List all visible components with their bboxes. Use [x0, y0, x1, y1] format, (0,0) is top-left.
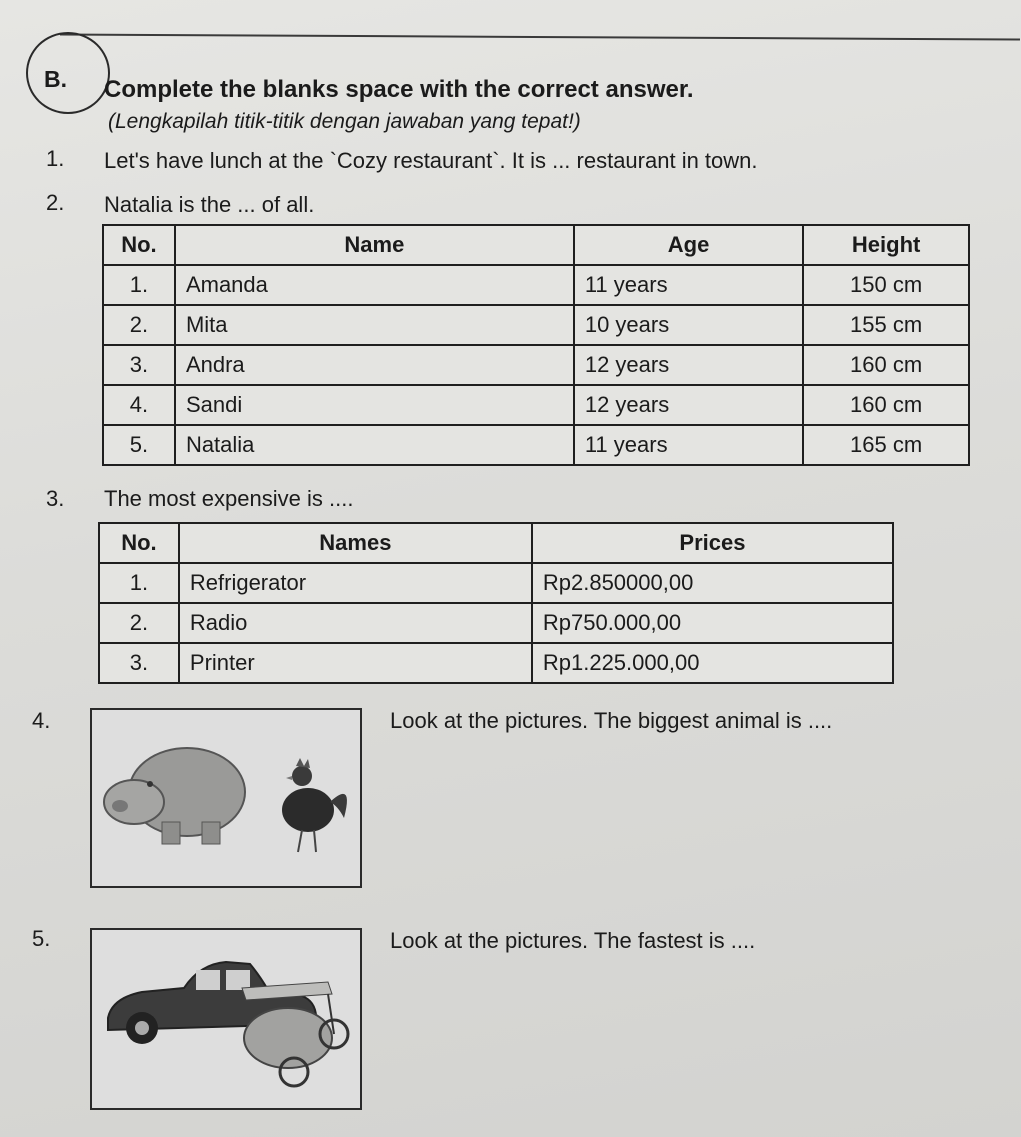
cell-item: Radio	[179, 603, 532, 643]
cell-no: 4.	[103, 385, 175, 425]
cell-item: Refrigerator	[179, 563, 532, 603]
header-no: No.	[103, 225, 175, 265]
question-4-number: 4.	[32, 708, 51, 733]
section-subtitle: (Lengkapilah titik-titik dengan jawaban yang tepat!)	[108, 110, 581, 133]
cell-age: 11 years	[574, 265, 803, 305]
cell-age: 11 years	[574, 425, 803, 465]
question-1-text: Let's have lunch at the `Cozy restaurant`. It is ... restaurant in town.	[104, 148, 758, 173]
table-row	[99, 603, 893, 643]
cell-no: 1.	[103, 265, 175, 305]
cell-age: 12 years	[574, 345, 803, 385]
cell-height: 150 cm	[803, 265, 969, 305]
header-age: Age	[574, 225, 803, 265]
table-row	[103, 305, 969, 345]
cell-height: 160 cm	[803, 345, 969, 385]
section-title: Complete the blanks space with the correct answer.	[104, 76, 694, 103]
student-table	[102, 224, 970, 466]
question-3-text: The most expensive is ....	[104, 486, 354, 511]
cell-height: 165 cm	[803, 425, 969, 465]
cell-no: 3.	[103, 345, 175, 385]
vehicles-picture-box	[90, 928, 362, 1110]
cell-price: Rp750.000,00	[532, 603, 893, 643]
header-names: Names	[179, 523, 532, 563]
table-row	[103, 425, 969, 465]
hand-drawn-circle	[26, 32, 110, 114]
question-5-text: Look at the pictures. The fastest is ....	[390, 928, 756, 953]
cell-name: Amanda	[175, 265, 574, 305]
table-row	[103, 385, 969, 425]
cell-height: 155 cm	[803, 305, 969, 345]
section-label: B.	[44, 66, 67, 92]
cell-no: 3.	[99, 643, 179, 683]
top-rule	[60, 33, 1020, 40]
question-1-number: 1.	[46, 146, 65, 171]
question-2-text: Natalia is the ... of all.	[104, 192, 315, 217]
cell-no: 2.	[103, 305, 175, 345]
cell-age: 12 years	[574, 385, 803, 425]
table-row	[99, 563, 893, 603]
cell-age: 10 years	[574, 305, 803, 345]
header-prices: Prices	[532, 523, 893, 563]
cell-no: 5.	[103, 425, 175, 465]
animals-picture-box	[90, 708, 362, 888]
hippo-icon	[104, 748, 245, 844]
cell-height: 160 cm	[803, 385, 969, 425]
cell-item: Printer	[179, 643, 532, 683]
header-height: Height	[803, 225, 969, 265]
rooster-icon	[282, 758, 347, 852]
table-header-row	[99, 523, 893, 563]
table-row	[99, 643, 893, 683]
header-no: No.	[99, 523, 179, 563]
cell-name: Andra	[175, 345, 574, 385]
table-header-row	[103, 225, 969, 265]
cell-price: Rp2.850000,00	[532, 563, 893, 603]
cell-no: 2.	[99, 603, 179, 643]
header-name: Name	[175, 225, 574, 265]
cell-name: Mita	[175, 305, 574, 345]
price-table	[98, 522, 894, 684]
cell-name: Sandi	[175, 385, 574, 425]
question-3-number: 3.	[46, 486, 65, 511]
cell-no: 1.	[99, 563, 179, 603]
cell-name: Natalia	[175, 425, 574, 465]
question-4-text: Look at the pictures. The biggest animal is ....	[390, 708, 833, 733]
cell-price: Rp1.225.000,00	[532, 643, 893, 683]
question-2-number: 2.	[46, 190, 65, 215]
table-row	[103, 345, 969, 385]
question-5-number: 5.	[32, 926, 51, 951]
table-row	[103, 265, 969, 305]
